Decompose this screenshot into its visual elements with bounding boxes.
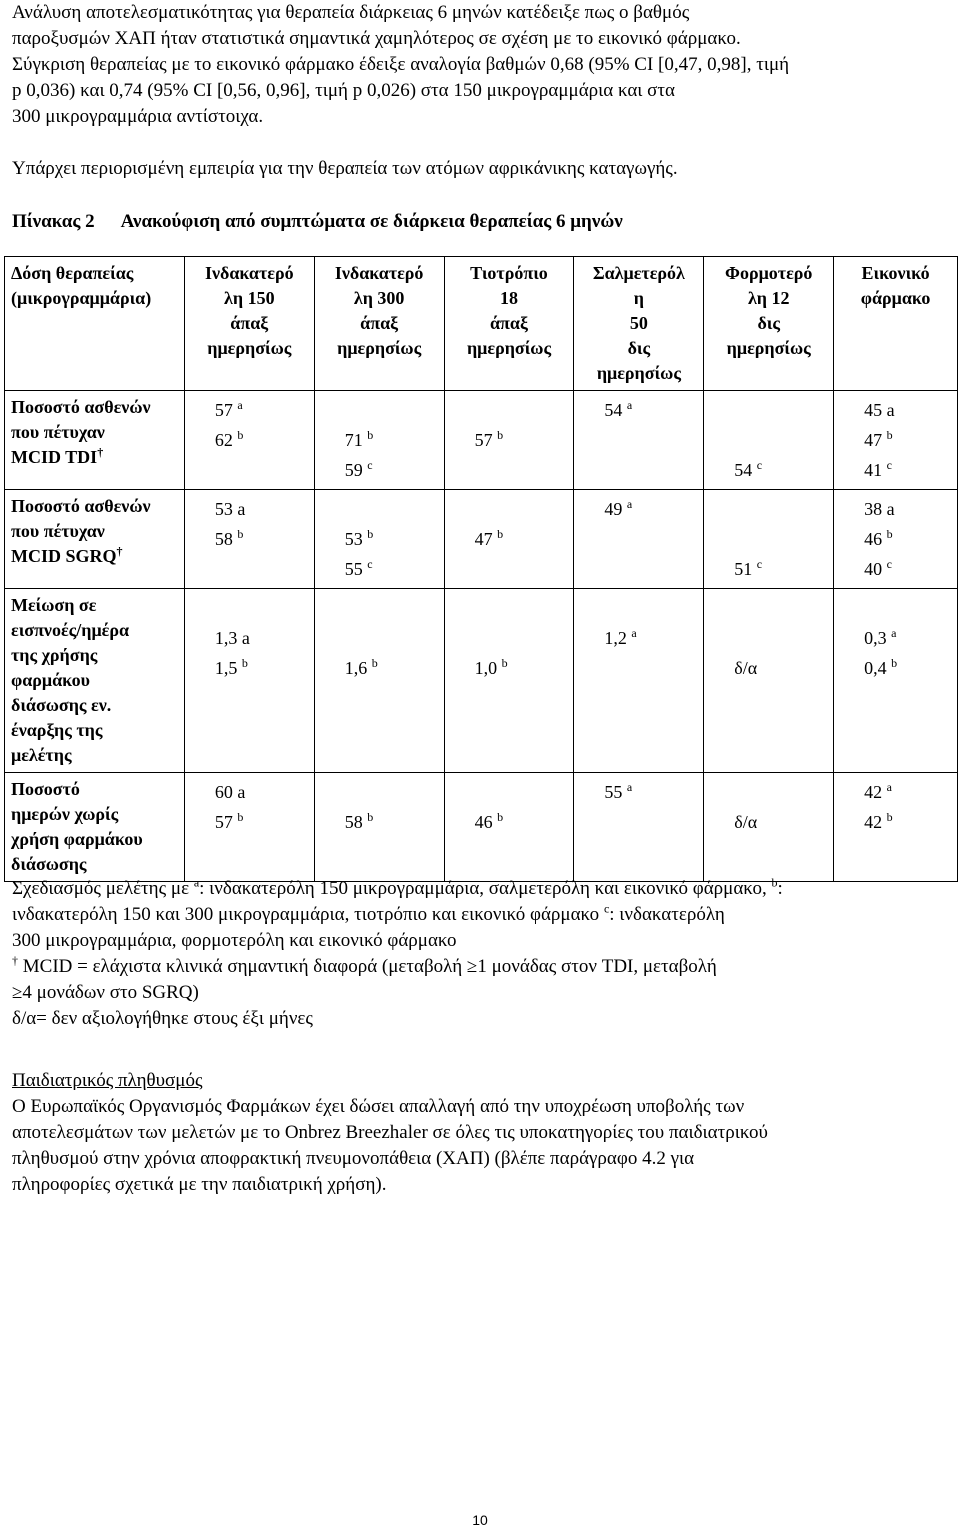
header-line: Φορμοτερό — [725, 263, 813, 283]
cell-value — [864, 455, 951, 485]
cell-value — [475, 807, 568, 837]
footnote-mcid — [12, 954, 783, 980]
pediatric-line: πληροφορίες σχετικά με την παιδιατρική χρήση). — [12, 1174, 387, 1195]
table-cell — [444, 773, 574, 882]
cell-value — [475, 593, 568, 623]
treatment-column-header — [574, 257, 704, 391]
treatment-column-header — [704, 257, 834, 391]
cell-number: 42 — [864, 782, 883, 802]
table-cell — [834, 589, 958, 773]
footnote-text: ινδακατερόλη 150 και 300 μικρογραμμάρια, τιοτρόπιο και εικονικό φάρμακο — [12, 904, 604, 925]
header-line: λη 12 — [747, 288, 790, 308]
row-label-text: διάσωσης εν. — [11, 695, 112, 715]
cell-number: 57 — [214, 812, 233, 832]
cell-superscript: b — [241, 656, 248, 670]
header-line: ημερησίως — [337, 338, 422, 358]
footnote-text: : ινδακατερόλη — [609, 904, 725, 925]
cell-value — [734, 554, 827, 584]
footnote-text: : — [777, 878, 783, 899]
table-number: Πίνακας 2 — [12, 211, 95, 232]
header-line: Εικονικό — [861, 263, 930, 283]
table-cell — [314, 589, 444, 773]
cell-value — [864, 395, 951, 425]
row-label-line — [11, 777, 178, 802]
cell-value — [475, 494, 568, 524]
cell-number: 53 — [344, 529, 363, 549]
row-label-text: Ποσοστό ασθενών — [11, 397, 151, 417]
cell-number: δ/α — [734, 658, 758, 678]
cell-value — [734, 494, 827, 524]
cell-number: 55 — [604, 782, 623, 802]
cell-value — [864, 524, 951, 554]
cell-number: 60 a — [214, 782, 246, 802]
table-caption: Ανακούφιση από συμπτώματα σε διάρκεια θεραπείας 6 μηνών — [120, 211, 623, 232]
row-label-line — [11, 494, 178, 519]
pediatric-section — [12, 1068, 932, 1198]
dagger-mark: † — [116, 544, 123, 558]
cell-value — [475, 623, 568, 653]
cell-value — [345, 807, 438, 837]
table-row — [5, 490, 958, 589]
row-label-line — [11, 693, 178, 718]
cell-value — [215, 494, 308, 524]
header-line: άπαξ — [360, 313, 399, 333]
cell-number: 40 — [864, 559, 883, 579]
cell-superscript: a — [626, 497, 633, 511]
table-cell — [314, 490, 444, 589]
intro-line: Ανάλυση αποτελεσματικότητας για θεραπεία διάρκειας 6 μηνών κατέδειξε πως ο βαθμός — [12, 2, 690, 23]
footnote-sup: c — [603, 901, 610, 916]
cell-superscript: c — [756, 557, 763, 571]
cell-number: 0,4 — [864, 658, 887, 678]
cell-superscript: c — [886, 458, 892, 472]
header-line: η — [633, 288, 644, 308]
intro-line: παροξυσμών ΧΑΠ ήταν στατιστικά σημαντικά χαμηλότερος σε σχέση με το εικονικό φάρμακο. — [12, 28, 741, 49]
cell-value — [734, 524, 827, 554]
table-cell — [314, 391, 444, 490]
table-cell — [704, 490, 834, 589]
cell-value — [215, 395, 308, 425]
footnote-text: : ινδακατερόλη 150 μικρογραμμάρια, σαλμετερόλη και εικονικό φάρμακο, — [199, 878, 772, 899]
cell-value — [345, 425, 438, 455]
row-label-line — [11, 420, 178, 445]
cell-value — [345, 494, 438, 524]
cell-superscript: a — [891, 626, 897, 640]
cell-number: 58 — [214, 529, 233, 549]
header-line: ημερησίως — [207, 338, 292, 358]
table-cell — [444, 589, 574, 773]
footnote-design-line3: 300 μικρογραμμάρια, φορμοτερόλη και εικονικό φάρμακο — [12, 930, 457, 951]
table-title — [12, 208, 623, 236]
table-row — [5, 391, 958, 490]
row-label-line — [11, 643, 178, 668]
cell-value — [864, 623, 951, 653]
row-label-line — [11, 743, 178, 768]
pediatric-line: Ο Ευρωπαϊκός Οργανισμός Φαρμάκων έχει δώσει απαλλαγή από την υποχρέωση υποβολής των — [12, 1096, 745, 1117]
cell-value — [215, 425, 308, 455]
table-cell — [834, 490, 958, 589]
cell-number: 55 — [344, 559, 363, 579]
row-label-text: MCID TDI — [11, 447, 98, 467]
table-cell — [184, 773, 314, 882]
cell-superscript: b — [501, 656, 508, 670]
pediatric-line: αποτελεσμάτων των μελετών με το Onbrez Breezhaler σε όλες τις υποκατηγορίες του παιδιατρικού — [12, 1122, 768, 1143]
cell-number: 49 — [604, 499, 623, 519]
intro-line: p 0,036) και 0,74 (95% CI [0,56, 0,96], τιμή p 0,026) στα 150 μικρογραμμάρια και στα — [12, 80, 676, 101]
table-cell — [444, 490, 574, 589]
cell-superscript: b — [367, 428, 374, 442]
header-line: άπαξ — [230, 313, 269, 333]
footnote-sup: † — [12, 953, 18, 968]
footnote-sup: b — [771, 875, 778, 890]
row-label-line — [11, 802, 178, 827]
cell-value — [345, 777, 438, 807]
cell-value — [734, 807, 827, 837]
cell-superscript: c — [886, 557, 892, 571]
cell-number: 58 — [344, 812, 363, 832]
cell-value — [215, 777, 308, 807]
cell-value — [475, 777, 568, 807]
cell-superscript: b — [497, 527, 504, 541]
cell-number: 42 — [864, 812, 883, 832]
cell-superscript: b — [367, 527, 374, 541]
row-label-text: μελέτης — [11, 745, 72, 765]
cell-value — [864, 807, 951, 837]
cell-value — [475, 653, 568, 683]
cell-number: 71 — [344, 430, 363, 450]
row-label-text: Ποσοστό ασθενών — [11, 496, 151, 516]
cell-superscript: b — [237, 527, 244, 541]
header-line: λη 300 — [353, 288, 405, 308]
cell-value — [345, 455, 438, 485]
cell-value — [734, 455, 827, 485]
table-cell — [574, 490, 704, 589]
row-label-line — [11, 718, 178, 743]
table-footnotes — [12, 876, 783, 1032]
header-line: άπαξ — [490, 313, 528, 333]
cell-superscript: b — [237, 810, 244, 824]
intro-line: 300 μικρογραμμάρια αντίστοιχα. — [12, 106, 264, 127]
cell-value — [604, 593, 697, 623]
cell-value — [215, 623, 308, 653]
row-label-line — [11, 593, 178, 618]
experience-note: Υπάρχει περιορισμένη εμπειρία για την θεραπεία των ατόμων αφρικάνικης καταγωγής. — [12, 158, 678, 179]
table-cell — [314, 773, 444, 882]
cell-superscript: b — [237, 428, 244, 442]
header-line: 50 — [629, 313, 648, 333]
treatment-column-header — [444, 257, 574, 391]
header-line: φάρμακο — [860, 288, 931, 308]
row-label-line — [11, 618, 178, 643]
row-label-text: φαρμάκου — [11, 670, 90, 690]
efficacy-table — [4, 256, 958, 882]
table-cell — [184, 490, 314, 589]
header-line: Τιοτρόπιο — [470, 263, 548, 283]
footnote-text: Σχεδιασμός μελέτης με — [12, 878, 194, 899]
row-label-line — [11, 827, 178, 852]
cell-value — [864, 425, 951, 455]
cell-superscript: a — [626, 398, 633, 412]
row-label-line — [11, 395, 178, 420]
cell-value — [734, 777, 827, 807]
row-label-text: εισπνοές/ημέρα — [11, 620, 130, 640]
table-cell — [704, 773, 834, 882]
row-label-text: που πέτυχαν — [11, 422, 105, 442]
row-label-text: που πέτυχαν — [11, 521, 105, 541]
table-body — [5, 391, 958, 882]
header-line: ημερησίως — [466, 338, 552, 358]
footnote-design — [12, 876, 783, 902]
row-label-text: έναρξης της — [11, 720, 103, 740]
cell-superscript: b — [891, 656, 898, 670]
table-cell — [704, 391, 834, 490]
row-label-text: διάσωσης — [11, 854, 87, 874]
table-cell — [704, 589, 834, 773]
table-row — [5, 589, 958, 773]
table-cell — [444, 391, 574, 490]
cell-number: 41 — [864, 460, 883, 480]
row-label — [5, 589, 185, 773]
cell-value — [864, 494, 951, 524]
cell-superscript: a — [626, 780, 633, 794]
cell-number: 54 — [734, 460, 753, 480]
row-label — [5, 773, 185, 882]
cell-value — [604, 395, 697, 425]
footnote-design-line2 — [12, 902, 783, 928]
cell-number: 47 — [864, 430, 883, 450]
header-line: λη 150 — [224, 288, 275, 308]
cell-superscript: b — [371, 656, 378, 670]
header-line: δις — [757, 313, 780, 333]
header-line: (μικρογραμμάρια) — [11, 288, 152, 308]
cell-number: 46 — [864, 529, 883, 549]
cell-superscript: b — [367, 810, 374, 824]
cell-superscript: c — [756, 458, 763, 472]
cell-number: 1,0 — [474, 658, 498, 678]
cell-value — [475, 425, 568, 455]
page-number: 10 — [472, 1512, 488, 1528]
cell-superscript: b — [886, 810, 893, 824]
cell-number: 62 — [214, 430, 233, 450]
cell-number: 57 — [214, 400, 233, 420]
row-label — [5, 391, 185, 490]
cell-value — [864, 653, 951, 683]
header-line: 18 — [500, 288, 518, 308]
cell-value — [734, 593, 827, 623]
cell-value — [734, 395, 827, 425]
cell-number: 47 — [474, 529, 493, 549]
table-cell — [184, 589, 314, 773]
table-cell — [834, 773, 958, 882]
pediatric-line: πληθυσμού στην χρόνια αποφρακτική πνευμονοπάθεια (ΧΑΠ) (βλέπε παράγραφο 4.2 για — [12, 1148, 695, 1169]
footnote-text: MCID = ελάχιστα κλινικά σημαντική διαφορά (μεταβολή ≥1 μονάδας στον TDI, μεταβολή — [18, 956, 717, 977]
table-header-row — [5, 257, 958, 391]
cell-value — [345, 524, 438, 554]
cell-superscript: a — [631, 626, 637, 640]
cell-value — [215, 653, 308, 683]
cell-value — [475, 524, 568, 554]
cell-number: 1,6 — [344, 658, 368, 678]
cell-value — [345, 395, 438, 425]
footnote-mcid-line2: ≥4 μονάδων στο SGRQ) — [12, 982, 199, 1003]
cell-value — [864, 777, 951, 807]
row-label-text: Ποσοστό — [11, 779, 80, 799]
cell-value — [345, 623, 438, 653]
cell-number: 53 a — [214, 499, 246, 519]
cell-superscript: b — [497, 810, 504, 824]
row-label-text: Μείωση σε — [11, 595, 97, 615]
cell-value — [215, 593, 308, 623]
row-label-line — [11, 852, 178, 877]
cell-superscript: b — [886, 527, 893, 541]
header-line: Ινδακατερό — [334, 263, 424, 283]
cell-superscript: b — [497, 428, 504, 442]
footnote-na: δ/α= δεν αξιολογήθηκε στους έξι μήνες — [12, 1008, 313, 1029]
cell-value — [345, 593, 438, 623]
row-label-line — [11, 668, 178, 693]
row-label-line — [11, 445, 178, 470]
cell-superscript: a — [237, 398, 243, 412]
cell-number: 46 — [474, 812, 493, 832]
row-label-text: χρήση φαρμάκου — [11, 829, 143, 849]
cell-value — [345, 554, 438, 584]
header-line: Δόση θεραπείας — [11, 263, 134, 283]
cell-value — [864, 593, 951, 623]
cell-superscript: c — [367, 557, 373, 571]
cell-number: 45 a — [864, 400, 895, 420]
treatment-column-header — [184, 257, 314, 391]
cell-number: δ/α — [734, 812, 758, 832]
cell-superscript: a — [886, 780, 892, 794]
cell-value — [215, 524, 308, 554]
header-line: δις — [627, 338, 651, 358]
dose-column-header — [5, 257, 185, 391]
cell-superscript: c — [367, 458, 373, 472]
cell-value — [604, 494, 697, 524]
cell-superscript: b — [886, 428, 893, 442]
cell-number: 59 — [344, 460, 363, 480]
cell-value — [604, 777, 697, 807]
dagger-mark: † — [97, 445, 104, 459]
cell-number: 38 a — [864, 499, 895, 519]
footnote-sup: a — [193, 875, 200, 890]
cell-number: 51 — [734, 559, 753, 579]
cell-value — [734, 623, 827, 653]
header-line: Σαλμετερόλ — [592, 263, 685, 283]
cell-value — [734, 653, 827, 683]
cell-number: 54 — [604, 400, 623, 420]
cell-value — [734, 425, 827, 455]
cell-value — [215, 807, 308, 837]
header-line: ημερησίως — [596, 363, 681, 383]
row-label-text: MCID SGRQ — [11, 546, 117, 566]
cell-number: 0,3 — [864, 628, 887, 648]
treatment-column-header — [834, 257, 958, 391]
cell-number: 1,2 — [604, 628, 627, 648]
cell-number: 57 — [474, 430, 493, 450]
table-cell — [574, 773, 704, 882]
table-cell — [574, 391, 704, 490]
cell-number: 1,5 — [214, 658, 238, 678]
table-cell — [184, 391, 314, 490]
cell-value — [864, 554, 951, 584]
row-label-line — [11, 519, 178, 544]
row-label — [5, 490, 185, 589]
header-line: Ινδακατερό — [205, 263, 294, 283]
treatment-column-header — [314, 257, 444, 391]
table-row — [5, 773, 958, 882]
row-label-text: ημερών χωρίς — [11, 804, 119, 824]
cell-value — [475, 395, 568, 425]
cell-value — [604, 623, 697, 653]
intro-line: Σύγκριση θεραπείας με το εικονικό φάρμακο έδειξε αναλογία βαθμών 0,68 (95% CI [0,47, 0,98], τιμή — [12, 54, 790, 75]
row-label-text: της χρήσης — [11, 645, 98, 665]
table-cell — [574, 589, 704, 773]
cell-number: 1,3 a — [214, 628, 250, 648]
cell-value — [345, 653, 438, 683]
header-line: ημερησίως — [726, 338, 811, 358]
row-label-line — [11, 544, 178, 569]
pediatric-heading: Παιδιατρικός πληθυσμός — [12, 1070, 203, 1091]
table-cell — [834, 391, 958, 490]
